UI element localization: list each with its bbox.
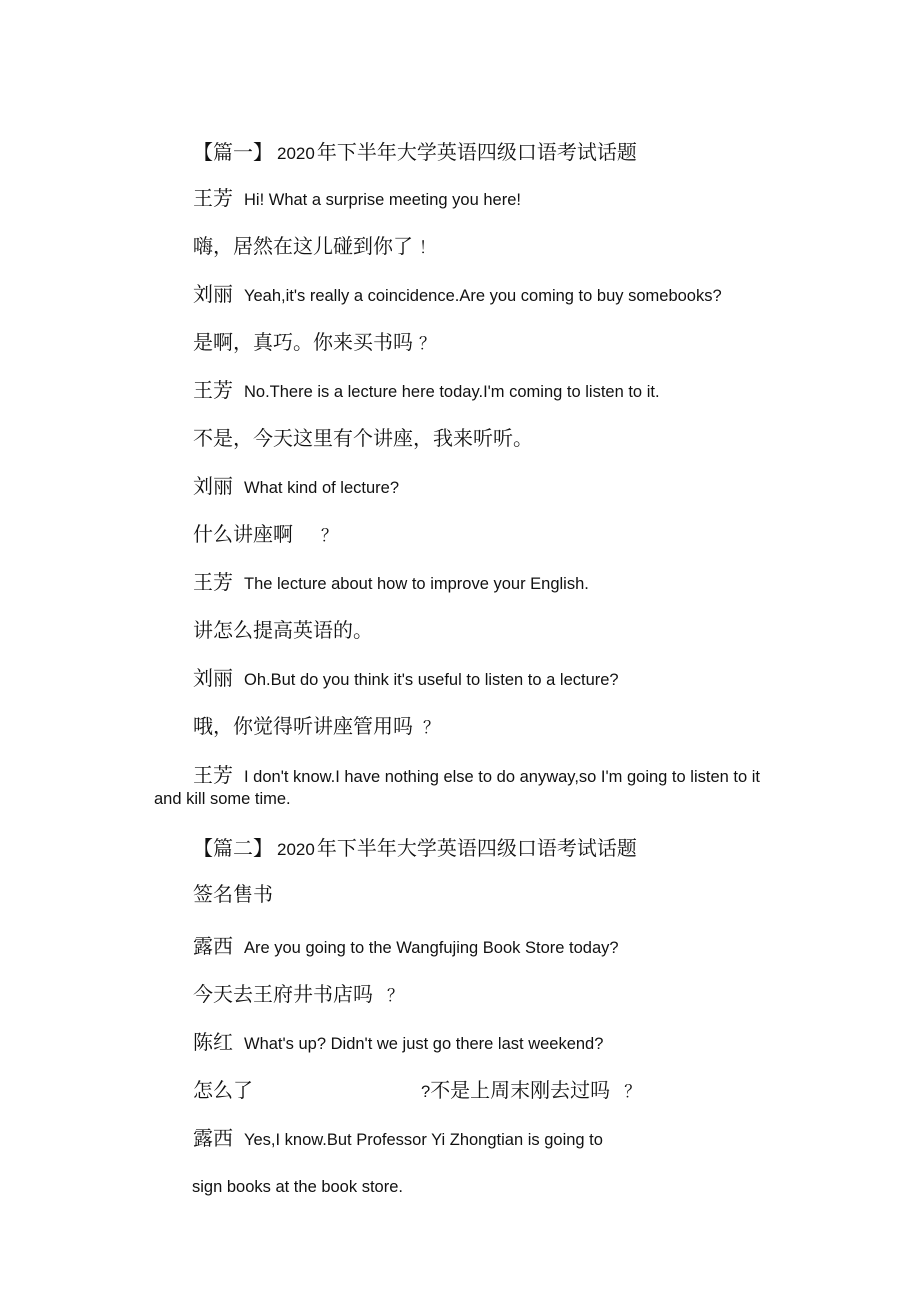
speaker-name: 刘丽 bbox=[193, 474, 233, 498]
english-line: No.There is a lecture here today.I'm coming to listen to it. bbox=[244, 383, 660, 401]
english-line: Yeah,it's really a coincidence.Are you coming to buy somebooks? bbox=[244, 287, 722, 305]
english-line: Yes,I know.But Professor Yi Zhongtian is going to bbox=[244, 1131, 603, 1149]
translation-punctuation: ? bbox=[421, 1083, 431, 1101]
translation-punctuation: ？ bbox=[321, 527, 338, 545]
chinese-translation-part-a: 怎么了 bbox=[193, 1078, 253, 1102]
chinese-translation: 什么讲座啊 bbox=[193, 522, 293, 546]
translation-punctuation: ？ bbox=[423, 719, 440, 737]
translation-punctuation: ？ bbox=[624, 1083, 641, 1101]
speaker-name: 刘丽 bbox=[193, 282, 233, 306]
chinese-translation: 今天去王府井书店吗 bbox=[193, 982, 373, 1006]
english-line-continued bbox=[176, 1148, 403, 1227]
english-line-continuation: and kill some time. bbox=[154, 790, 291, 808]
section-2-year: 2020 bbox=[277, 840, 315, 859]
section-1-title: 年下半年大学英语四级口语考试话题 bbox=[316, 140, 637, 164]
section-2-title: 年下半年大学英语四级口语考试话题 bbox=[316, 836, 637, 860]
speaker-name: 王芳 bbox=[193, 186, 233, 210]
subtitle-text: 签名售书 bbox=[193, 882, 273, 906]
english-line: The lecture about how to improve your English. bbox=[244, 575, 589, 593]
translation-punctuation: ？ bbox=[387, 987, 404, 1005]
english-line: Oh.But do you think it's useful to listen to a lecture? bbox=[244, 671, 619, 689]
section-1-year: 2020 bbox=[277, 144, 315, 163]
english-line: What's up? Didn't we just go there last weekend? bbox=[244, 1035, 604, 1053]
speaker-name: 陈红 bbox=[193, 1030, 233, 1054]
english-line: I don't know.I have nothing else to do anyway,so I'm going to listen to it bbox=[244, 768, 760, 786]
speaker-name: 王芳 bbox=[193, 378, 233, 402]
chinese-translation: 哦，你觉得听讲座管用吗 bbox=[193, 714, 413, 738]
speaker-name: 刘丽 bbox=[193, 666, 233, 690]
section-1-bracket: 【篇一】 bbox=[193, 140, 273, 164]
chinese-translation: 不是，今天这里有个讲座，我来听听。 bbox=[193, 426, 533, 450]
english-line: Are you going to the Wangfujing Book Store today? bbox=[244, 939, 619, 957]
chinese-translation-part-b: 不是上周末刚去过吗 bbox=[430, 1078, 611, 1102]
speaker-name: 露西 bbox=[193, 934, 233, 958]
chinese-translation: 嗨，居然在这儿碰到你了 bbox=[193, 234, 413, 258]
translation-punctuation: ？ bbox=[419, 335, 436, 353]
english-line: What kind of lecture? bbox=[244, 479, 399, 497]
speaker-name: 王芳 bbox=[193, 570, 233, 594]
section-2-bracket: 【篇二】 bbox=[193, 836, 273, 860]
chinese-translation: 讲怎么提高英语的。 bbox=[193, 618, 373, 642]
english-line: Hi! What a surprise meeting you here! bbox=[244, 191, 521, 209]
speaker-name: 王芳 bbox=[193, 763, 233, 787]
speaker-name: 露西 bbox=[193, 1126, 233, 1150]
chinese-translation: 是啊，真巧。你来买书吗 bbox=[193, 330, 413, 354]
translation-punctuation: ！ bbox=[419, 239, 436, 257]
english-line-continuation: sign books at the book store. bbox=[192, 1178, 403, 1196]
